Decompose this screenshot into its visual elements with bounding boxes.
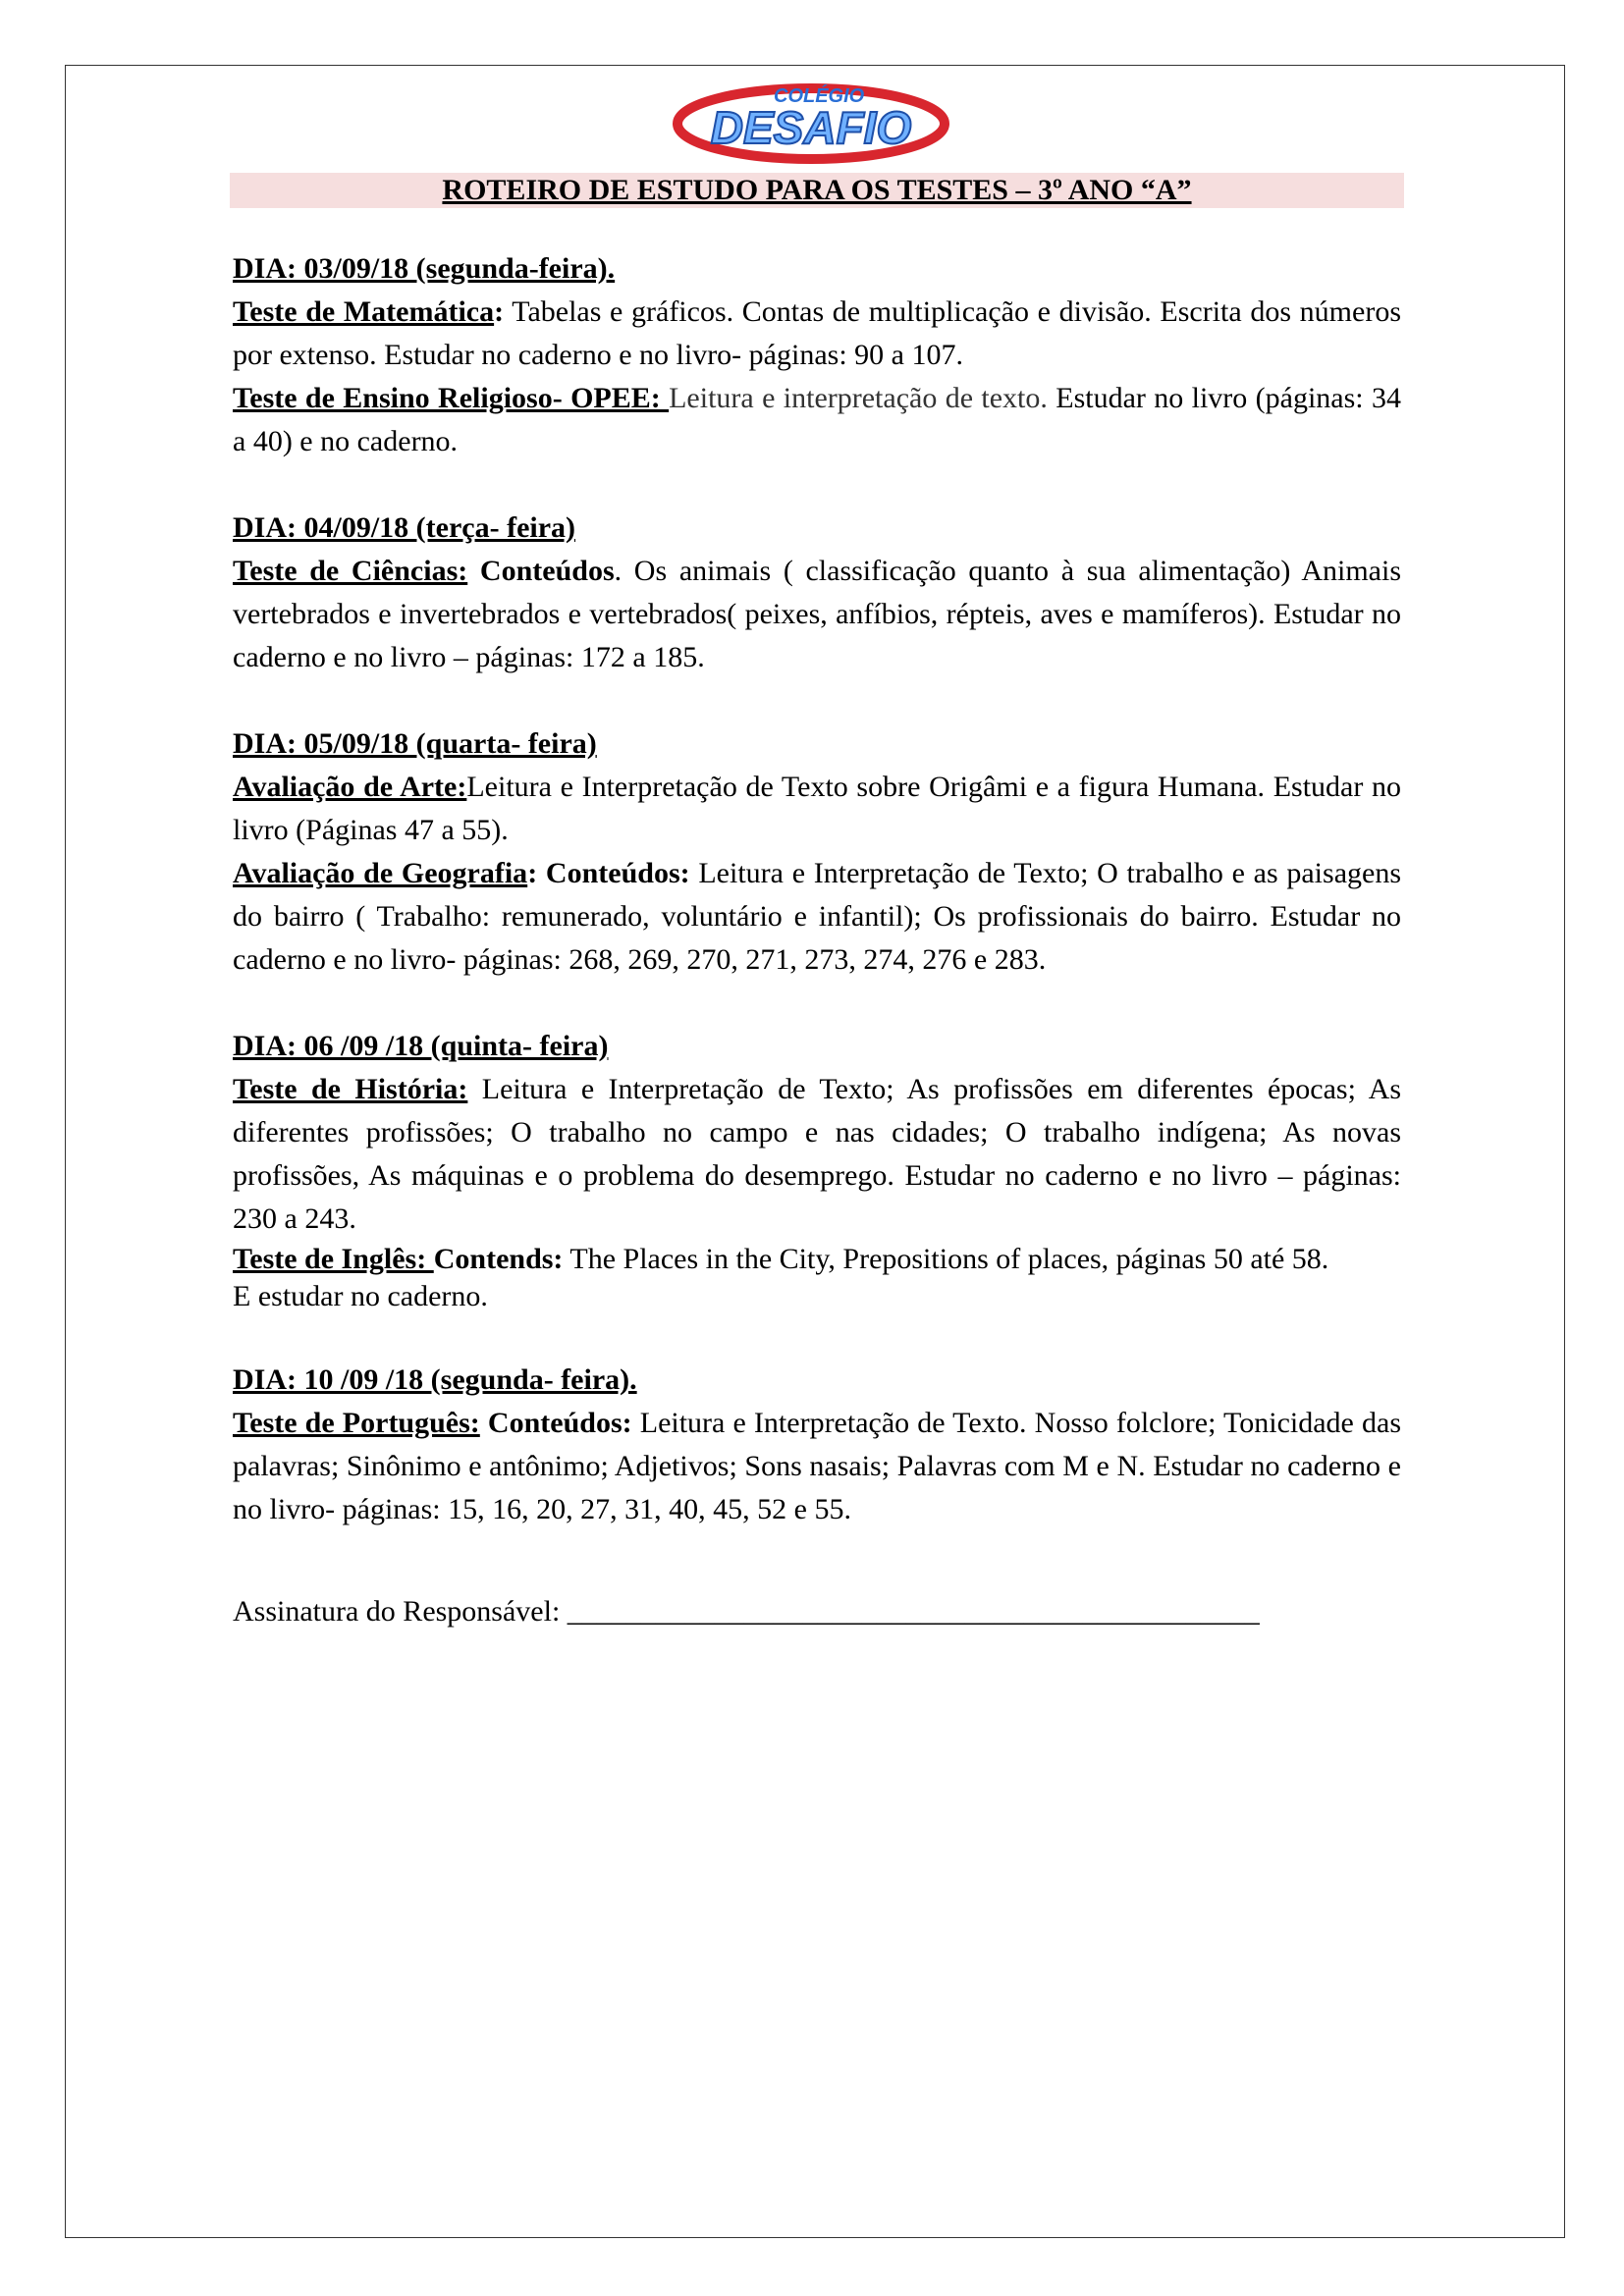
content-label: Conteúdos: <box>479 1407 632 1439</box>
test-label: Avaliação de Arte: <box>233 771 467 803</box>
test-label: Teste de Ensino Religioso- OPEE: <box>233 382 670 414</box>
test-description: . Os animais ( classificação quanto à sua alimentação) Animais vertebrados e invertebrados e vertebrados( peixes, anfíbios, répteis, aves e mamíferos). Estudar no caderno e no livro – páginas: 172 a 185. <box>233 555 1401 673</box>
logo-main-text: DESAFIO <box>710 102 912 153</box>
test-description: Leitura e Interpretação de Texto; As profissões em diferentes épocas; As diferentes profissões; O trabalho no campo e nas cidades; O trabalho indígena; As novas profissões, As máquinas e o problema do desemprego. Estudar no caderno e no livro – páginas: 230 a 243. <box>233 1073 1402 1235</box>
document-body <box>233 247 1401 1633</box>
test-label: Teste de Inglês: <box>233 1243 434 1275</box>
test-label-colon: : <box>494 295 505 328</box>
day-heading: DIA: 04/09/18 (terça- feira) <box>233 511 576 544</box>
test-description: Leitura e Interpretação de Texto; O trabalho e as paisagens do bairro ( Trabalho: remunerado, voluntário e infantil); Os profissionais do bairro. Estudar no caderno e no livro- páginas: 268, 269, 270, 271, 273, 274, 276 e 283. <box>233 857 1401 976</box>
test-entry <box>233 852 1401 982</box>
test-description: Leitura e Interpretação de Texto. Nosso folclore; Tonicidade das palavras; Sinônimo e antônimo; Adjetivos; Sons nasais; Palavras com M e N. Estudar no caderno e no livro- páginas: 15, 16, 20, 27, 31, 40, 45, 52 e 55. <box>233 1407 1401 1525</box>
section-day-3 <box>233 722 1401 982</box>
day-heading: DIA: 03/09/18 (segunda-feira). <box>233 252 616 285</box>
test-description: Leitura e Interpretação de Texto sobre Origâmi e a figura Humana. Estudar no livro (Páginas 47 a 55). <box>233 771 1402 846</box>
section-day-1 <box>233 247 1401 463</box>
content-label: : Conteúdos: <box>527 857 690 889</box>
test-entry <box>233 291 1401 377</box>
test-label: Teste de Matemática <box>233 295 495 328</box>
section-day-2 <box>233 507 1401 679</box>
colegio-desafio-logo <box>664 73 958 167</box>
document-title: ROTEIRO DE ESTUDO PARA OS TESTES – 3º ANO “A” <box>442 174 1192 206</box>
test-description: Tabelas e gráficos. Contas de multiplicação e divisão. Escrita dos números por extenso. Estudar no caderno e no livro- páginas: 90 a 107. <box>233 295 1401 371</box>
signature-line: Assinatura do Responsável: _______________________________________________ <box>233 1595 1260 1628</box>
extra-note: E estudar no caderno. <box>233 1280 488 1312</box>
test-label: Teste de Ciências: <box>233 555 468 587</box>
day-heading: DIA: 10 /09 /18 (segunda- feira). <box>233 1363 637 1396</box>
test-label: Avaliação de Geografia <box>233 857 528 889</box>
day-heading: DIA: 05/09/18 (quarta- feira) <box>233 727 597 760</box>
test-description-cont: Estudar no livro (páginas: 34 a 40) e no caderno. <box>233 382 1401 457</box>
logo-top-text: COLÉGIO <box>774 85 865 107</box>
test-label: Teste de Português: <box>233 1407 480 1439</box>
test-entry <box>233 766 1401 852</box>
test-entry <box>233 377 1401 463</box>
content-label: Contends: <box>433 1243 564 1275</box>
test-description: Leitura e interpretação de texto. <box>669 382 1048 414</box>
content-label: Conteúdos <box>467 555 615 587</box>
test-entry <box>233 550 1401 679</box>
test-entry <box>233 1402 1401 1531</box>
test-entry <box>233 1068 1401 1241</box>
test-entry <box>233 1241 1401 1278</box>
section-day-5 <box>233 1359 1401 1531</box>
test-description: The Places in the City, Prepositions of places, páginas 50 até 58. <box>563 1243 1329 1275</box>
day-heading: DIA: 06 /09 /18 (quinta- feira) <box>233 1030 609 1062</box>
section-day-4 <box>233 1025 1401 1315</box>
test-label: Teste de História: <box>233 1073 468 1105</box>
